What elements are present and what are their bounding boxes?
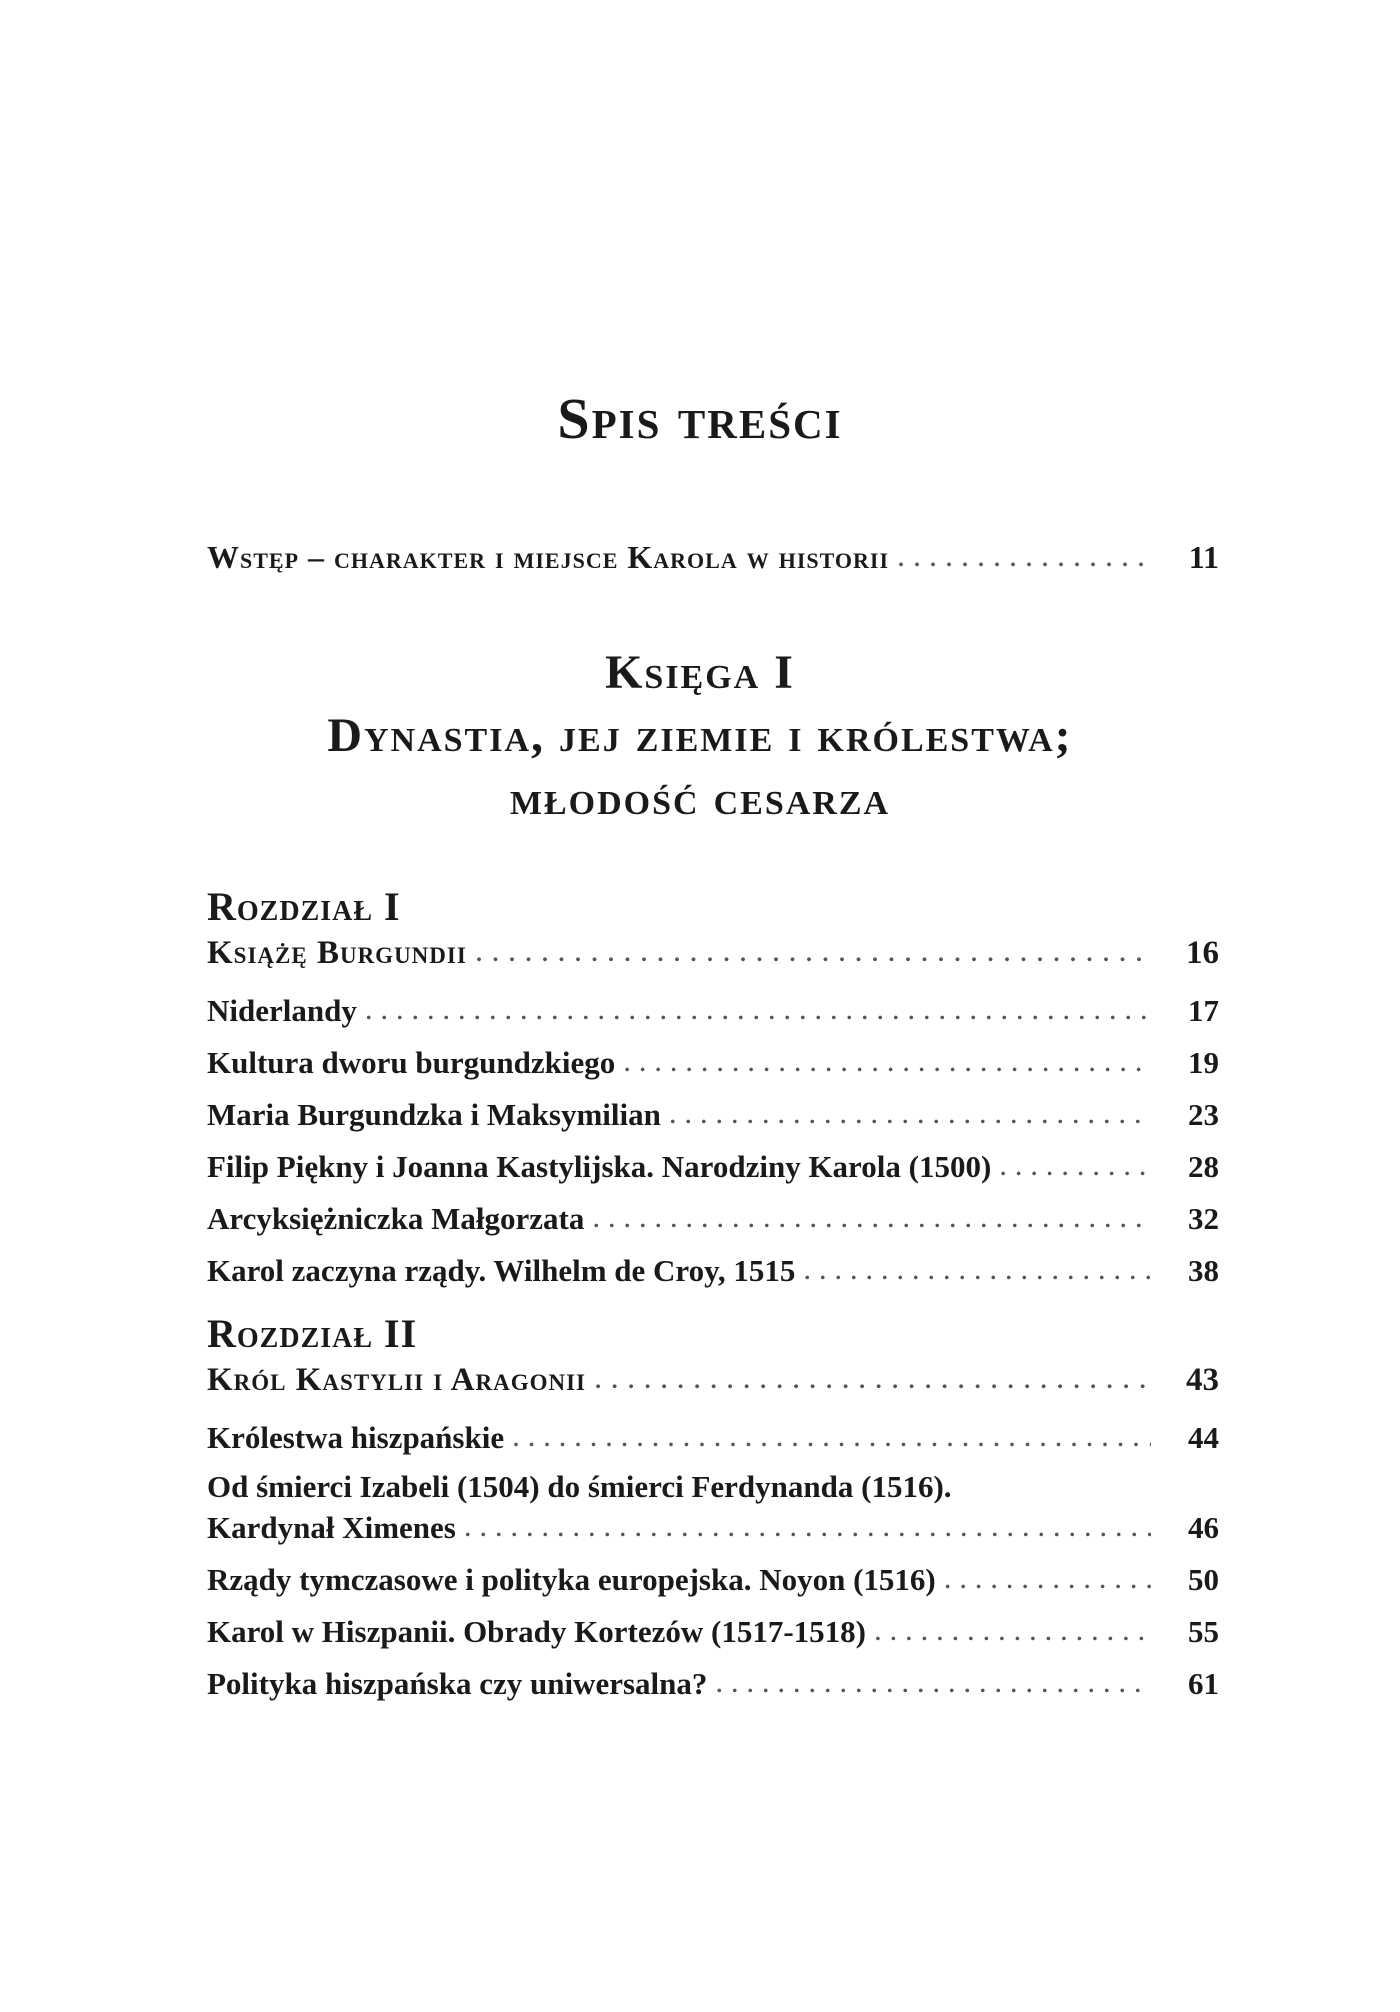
toc-entry-label: Filip Piękny i Joanna Kastylijska. Narodziny Karola (1500) — [207, 1149, 992, 1184]
toc-page-number: 17 — [1188, 993, 1219, 1028]
toc-page-number: 16 — [1186, 935, 1219, 971]
toc-chapter-title[interactable] — [207, 1360, 1219, 1400]
dot-leader — [464, 1506, 1151, 1546]
toc-page-number: 38 — [1188, 1253, 1219, 1288]
toc-page-number: 11 — [1188, 539, 1219, 575]
toc-entry-label-line1: Od śmierci Izabeli (1504) do śmierci Ferdynanda (1516). — [207, 1469, 952, 1504]
dot-leader — [512, 1416, 1151, 1456]
toc-entry[interactable] — [207, 1418, 1219, 1458]
toc-entry[interactable] — [207, 1095, 1219, 1135]
book-subtitle-line2: młodość cesarza — [509, 772, 891, 825]
toc-entry-intro[interactable] — [207, 537, 1219, 577]
toc-page-number: 44 — [1188, 1420, 1219, 1455]
dot-leader — [874, 1610, 1151, 1650]
dot-leader — [803, 1249, 1151, 1289]
dot-leader — [475, 931, 1151, 971]
dot-leader — [594, 1358, 1151, 1398]
toc-page-number: 61 — [1188, 1666, 1219, 1701]
toc-entry-label: Niderlandy — [207, 993, 357, 1028]
toc-entry-label: Wstęp – charakter i miejsce Karola w historii — [207, 539, 890, 575]
toc-entry[interactable] — [207, 1147, 1219, 1187]
toc-entry-label: Karol w Hiszpanii. Obrady Kortezów (1517-1518) — [207, 1614, 866, 1649]
toc-entry[interactable] — [207, 1612, 1219, 1652]
toc-chapter-title[interactable] — [207, 933, 1219, 973]
chapter-heading: Rozdział II — [207, 1311, 418, 1356]
toc-entry-label: Król Kastylii i Aragonii — [207, 1362, 586, 1398]
dot-leader — [623, 1041, 1151, 1081]
chapter-heading: Rozdział I — [207, 884, 401, 929]
toc-page-number: 46 — [1188, 1510, 1219, 1545]
toc-page-number: 28 — [1188, 1149, 1219, 1184]
dot-leader — [592, 1197, 1151, 1237]
toc-entry-label: Arcyksiężniczka Małgorzata — [207, 1201, 585, 1236]
dot-leader — [669, 1093, 1151, 1133]
toc-page-number: 50 — [1188, 1562, 1219, 1597]
toc-entry[interactable] — [207, 1043, 1219, 1083]
book-subtitle-line1: Dynastia, jej ziemie i królestwa; — [327, 709, 1073, 762]
toc-entry-label: Książę Burgundii — [207, 935, 467, 971]
toc-entry-label: Polityka hiszpańska czy uniwersalna? — [207, 1666, 708, 1701]
dot-leader — [999, 1145, 1151, 1185]
toc-entry-label: Maria Burgundzka i Maksymilian — [207, 1097, 661, 1132]
toc-entry[interactable] — [207, 1560, 1219, 1600]
toc-entry-label: Rządy tymczasowe i polityka europejska. Noyon (1516) — [207, 1562, 936, 1597]
toc-page-number: 19 — [1188, 1045, 1219, 1080]
toc-entry[interactable] — [207, 1664, 1219, 1704]
toc-page-number: 43 — [1186, 1362, 1219, 1398]
toc-entry-label: Kultura dworu burgundzkiego — [207, 1045, 616, 1080]
toc-entry[interactable] — [207, 1251, 1219, 1291]
dot-leader — [715, 1662, 1151, 1702]
toc-entry[interactable] — [207, 1199, 1219, 1239]
toc-entry-label: Kardynał Ximenes — [207, 1510, 456, 1545]
toc-page-number: 23 — [1188, 1097, 1219, 1132]
toc-entry-label: Karol zaczyna rządy. Wilhelm de Croy, 1515 — [207, 1253, 796, 1288]
page-title: Spis treści — [557, 386, 843, 451]
toc-entry[interactable] — [207, 1508, 1219, 1548]
dot-leader — [897, 535, 1151, 575]
book-heading: Księga I — [605, 646, 795, 699]
toc-page-number: 32 — [1188, 1201, 1219, 1236]
toc-entry-label: Królestwa hiszpańskie — [207, 1420, 505, 1455]
toc-entry[interactable] — [207, 991, 1219, 1031]
dot-leader — [944, 1558, 1151, 1598]
dot-leader — [365, 989, 1151, 1029]
toc-page-number: 55 — [1188, 1614, 1219, 1649]
